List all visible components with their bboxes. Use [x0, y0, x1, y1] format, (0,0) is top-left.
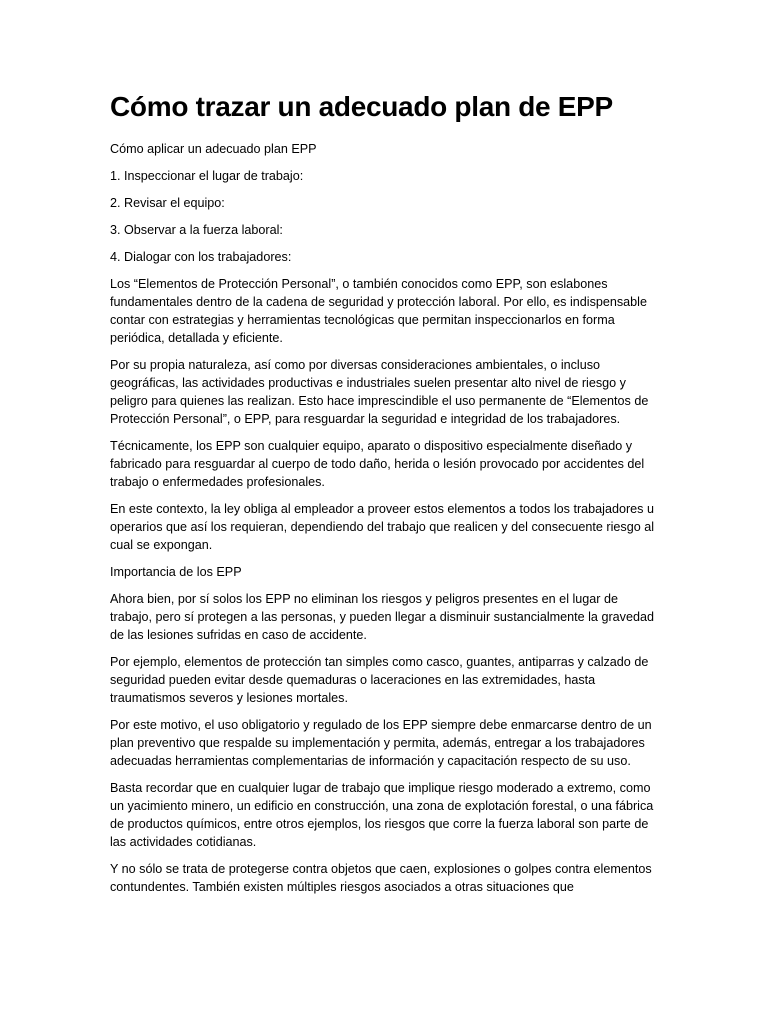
body-paragraph: Basta recordar que en cualquier lugar de trabajo que implique riesgo moderado a extremo, como un yacimiento minero, un edificio en construcción, una zona de explotación forestal, o una fábrica de productos químicos, entre otros ejemplos, los riesgos que corre la fuerza laboral son parte de las actividades cotidianas.: [110, 781, 654, 849]
document-body: [110, 88, 662, 905]
step-item: 2. Revisar el equipo:: [110, 196, 225, 210]
body-paragraph: Por ejemplo, elementos de protección tan simples como casco, guantes, antiparras y calzado de seguridad pueden evitar desde quemaduras o laceraciones en las extremidades, hasta traumatismos severos y lesiones mortales.: [110, 655, 649, 705]
body-paragraph: Por su propia naturaleza, así como por diversas consideraciones ambientales, o incluso geográficas, las actividades productivas e industriales suelen presentar alto nivel de riesgo y peligro para quienes las realizan. Esto hace imprescindible el uso permanente de “Elementos de Protección Personal”, o EPP, para resguardar la seguridad e integridad de los trabajadores.: [110, 358, 649, 426]
step-item: 3. Observar a la fuerza laboral:: [110, 223, 283, 237]
body-paragraph: Ahora bien, por sí solos los EPP no eliminan los riesgos y peligros presentes en el lugar de trabajo, pero sí protegen a las personas, y pueden llegar a disminuir sustancialmente la gravedad de las lesiones sufridas en caso de accidente.: [110, 592, 654, 642]
body-paragraph: Técnicamente, los EPP son cualquier equipo, aparato o dispositivo especialmente diseñado y fabricado para resguardar al cuerpo de todo daño, herida o lesión provocado por accidentes del trabajo o enfermedades profesionales.: [110, 439, 645, 489]
step-item: 4. Dialogar con los trabajadores:: [110, 250, 292, 264]
section-heading: Importancia de los EPP: [110, 565, 242, 579]
body-paragraph: En este contexto, la ley obliga al empleador a proveer estos elementos a todos los trabajadores u operarios que así los requieran, dependiendo del trabajo que realicen y del consecuente riesgo al cual se expongan.: [110, 502, 654, 552]
document-title: Cómo trazar un adecuado plan de EPP: [110, 91, 613, 122]
body-paragraph: Por este motivo, el uso obligatorio y regulado de los EPP siempre debe enmarcarse dentro de un plan preventivo que respalde su implementación y permita, además, entregar a los trabajadores adecuadas herramientas complementarias de información y capacitación respecto de su uso.: [110, 718, 652, 768]
body-paragraph: Y no sólo se trata de protegerse contra objetos que caen, explosiones o golpes contra elementos contundentes. También existen múltiples riesgos asociados a otras situaciones que: [110, 862, 652, 894]
step-item: 1. Inspeccionar el lugar de trabajo:: [110, 169, 304, 183]
document-subtitle: Cómo aplicar un adecuado plan EPP: [110, 142, 317, 156]
body-paragraph: Los “Elementos de Protección Personal”, o también conocidos como EPP, son eslabones fundamentales dentro de la cadena de seguridad y protección laboral. Por ello, es indispensable contar con estrategias y herramientas tecnológicas que permitan inspeccionarlos en forma periódica, detallada y eficiente.: [110, 277, 647, 345]
